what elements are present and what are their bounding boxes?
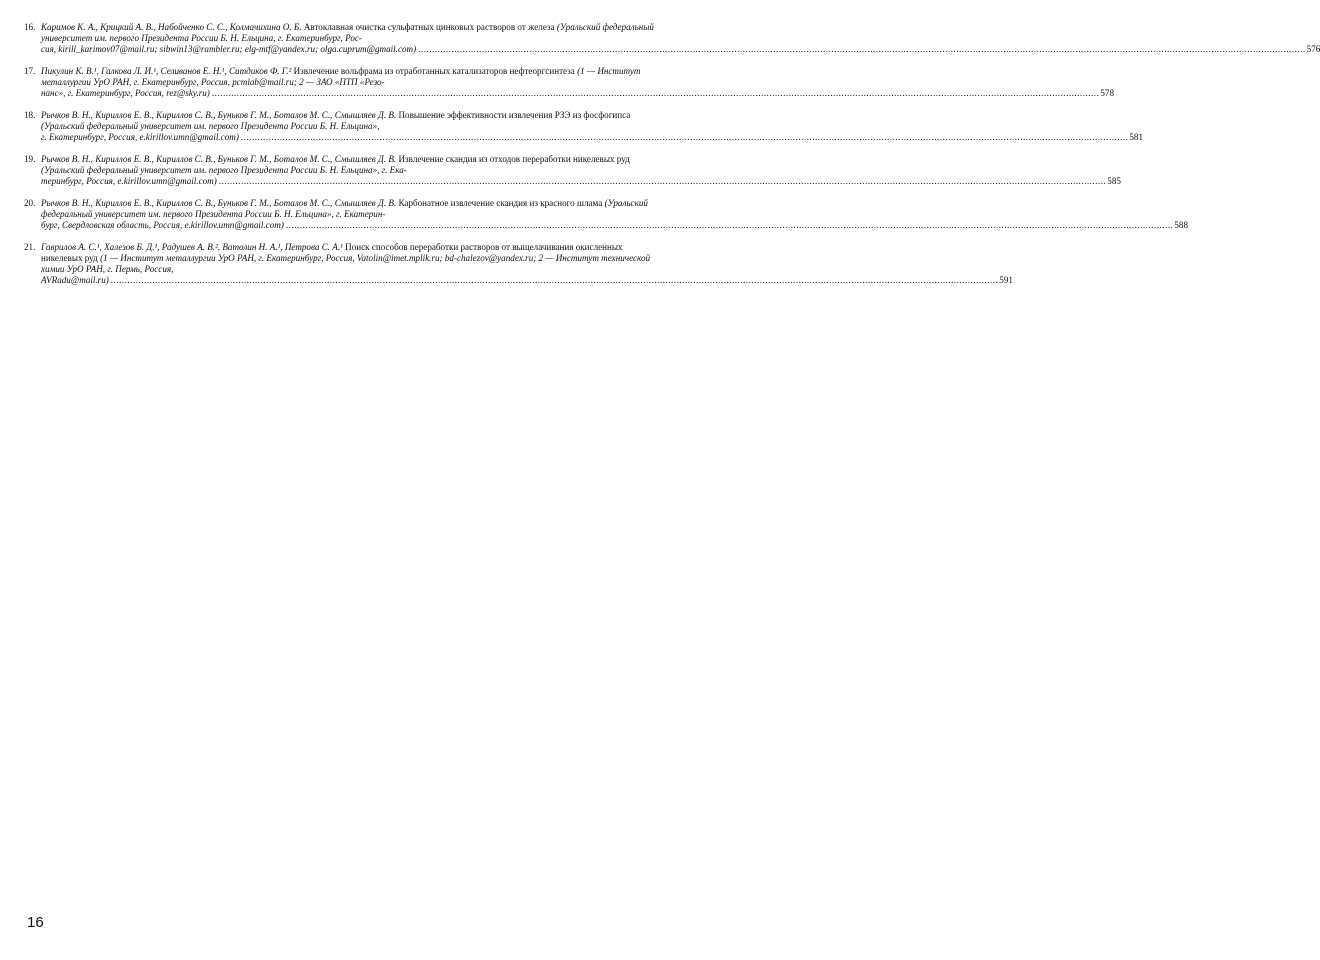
entry-title: Автоклавная очистка сульфатных цинковых растворов от железа [303, 22, 555, 32]
entry-authors: Каримов К. А., Крицкий А. В., Набойченко С. С., Колмачихина О. Б. [41, 22, 302, 32]
entry-authors: Рычков В. Н., Кириллов Е. В., Кириллов С. В., Буньков Г. М., Боталов М. С., Смышляев Д. В. [41, 154, 397, 164]
entry-page-number: 576 [1306, 44, 1320, 54]
entry-last-line [41, 44, 1320, 55]
entry-authors: Рычков В. Н., Кириллов Е. В., Кириллов С. В., Буньков Г. М., Боталов М. С., Смышляев Д. В. [41, 110, 397, 120]
entry-page-number: 578 [1100, 88, 1114, 98]
dot-leader [286, 220, 1174, 231]
entry-affiliation-end: г. Екатеринбург, Россия, e.kirillov.umn@gmail.com) [41, 132, 239, 142]
entry-number: 19. [24, 154, 36, 164]
entry-title: Поиск способов переработки растворов от выщелачивания окисленных никелевых руд [41, 242, 623, 263]
entry-affiliation-end: AVRadu@mail.ru) [41, 275, 109, 285]
entry-last-line [41, 275, 1013, 286]
toc-entry[interactable] [24, 22, 1320, 55]
entry-affiliation: (Уральский федеральный университет им. первого Президента России Б. Н. Ельцина, г. Екатеринбург, Рос- [41, 22, 654, 43]
entry-page-number: 591 [999, 275, 1013, 285]
entry-page-number: 585 [1107, 176, 1121, 186]
toc-entry[interactable] [24, 242, 1013, 286]
entry-page-number: 588 [1174, 220, 1189, 230]
entry-last-line [41, 88, 1114, 99]
entry-affiliation-end: нанс», г. Екатеринбург, Россия, rez@sky.ru) [41, 88, 210, 98]
entry-number: 16. [24, 22, 36, 32]
entry-authors: Гаврилов А. С.¹, Халезов Б. Д.¹, Радушев А. В.², Ватолин Н. А.¹, Петрова С. А.¹ [41, 242, 343, 252]
dot-leader [241, 132, 1129, 143]
dot-leader [219, 176, 1107, 187]
entry-title: Повышение эффективности извлечения РЗЭ из фосфогипса [398, 110, 631, 120]
entry-last-line [41, 132, 1143, 143]
dot-leader [212, 88, 1100, 99]
entry-last-line [41, 220, 1189, 231]
page-number: 16 [27, 914, 44, 931]
dot-leader [418, 44, 1306, 55]
entry-affiliation: (Уральский федеральный университет им. первого Президента России Б. Н. Ельцина», г. Ека- [41, 165, 407, 175]
entry-last-line [41, 176, 1121, 187]
entry-title: Извлечение вольфрама из отработанных катализаторов нефтеоргсинтеза [293, 66, 575, 76]
toc-entry[interactable] [24, 154, 1121, 187]
entry-affiliation: (Уральский федеральный университет им. первого Президента России Б. Н. Ельцина», [41, 121, 380, 131]
table-of-contents [24, 22, 1320, 297]
entry-affiliation-end: бург, Свердловская область, Россия, e.kirillov.umn@gmail.com) [41, 220, 284, 230]
entry-number: 21. [24, 242, 36, 252]
entry-number: 17. [24, 66, 36, 76]
entry-page-number: 581 [1129, 132, 1143, 142]
toc-entry[interactable] [24, 198, 1189, 231]
entry-authors: Рычков В. Н., Кириллов Е. В., Кириллов С. В., Буньков Г. М., Боталов М. С., Смышляев Д. В. [41, 198, 397, 208]
entry-affiliation: (1 — Институт металлургии УрО РАН, г. Екатеринбург, Россия, Vatolin@imet.mplik.ru; bd-chalezov@yandex.ru; 2 — Институт технической химии УрО РАН, г. Пермь, Россия, [41, 253, 651, 274]
entry-affiliation: (1 — Институт металлургии УрО РАН, г. Екатеринбург, Россия, pcmlab@mail.ru; 2 — ЗАО «ПТП «Резо- [41, 66, 641, 87]
entry-number: 18. [24, 110, 36, 120]
entry-affiliation: (Уральский федеральный университет им. первого Президента России Б. Н. Ельцина», г. Екатерин- [41, 198, 648, 219]
toc-entry[interactable] [24, 66, 1114, 99]
entry-authors: Пикулин К. В.¹, Галкова Л. И.¹, Селиванов Е. Н.¹, Ситдиков Ф. Г.² [41, 66, 292, 76]
entry-affiliation-end: теринбург, Россия, e.kirillov.umn@gmail.com) [41, 176, 217, 186]
entry-title: Карбонатное извлечение скандия из красного шлама [398, 198, 603, 208]
entry-title: Извлечение скандия из отходов переработки никелевых руд [398, 154, 630, 164]
entry-number: 20. [24, 198, 36, 208]
toc-entry[interactable] [24, 110, 1143, 143]
dot-leader [111, 275, 999, 286]
entry-affiliation-end: сия, kirill_karimov07@mail.ru; sibwin13@rambler.ru; elg-mtf@yandex.ru; olga.cuprum@gmail.com) [41, 44, 417, 54]
